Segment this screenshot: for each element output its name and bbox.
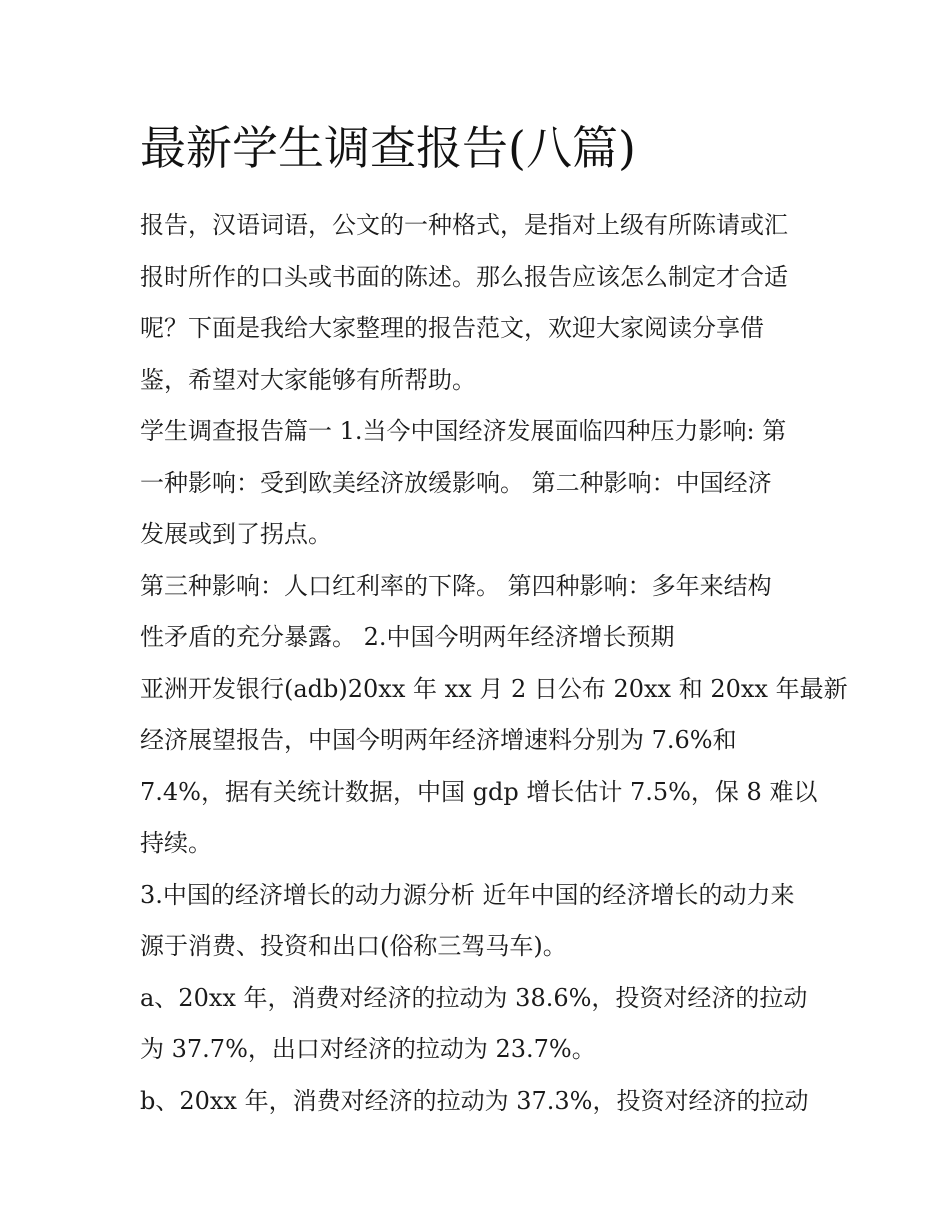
body-line: 亚洲开发银行(adb)20xx 年 xx 月 2 日公布 20xx 和 20xx 年最新 bbox=[140, 674, 848, 703]
document-title: 最新学生调查报告(八篇) bbox=[140, 121, 636, 175]
body-line: 发展或到了拐点。 bbox=[140, 520, 332, 548]
body-line: 报告，汉语词语，公文的一种格式，是指对上级有所陈请或汇 bbox=[140, 211, 788, 239]
body-line: 经济展望报告，中国今明两年经济增速料分别为 7.6%和 bbox=[140, 726, 737, 754]
body-line: 7.4%，据有关统计数据，中国 gdp 增长估计 7.5%，保 8 难以 bbox=[140, 777, 818, 806]
body-line: 呢？下面是我给大家整理的报告范文，欢迎大家阅读分享借 bbox=[140, 314, 764, 342]
body-line: 学生调查报告篇一 1.当今中国经济发展面临四种压力影响: 第 bbox=[140, 417, 787, 445]
body-line: 一种影响：受到欧美经济放缓影响。 第二种影响：中国经济 bbox=[140, 468, 772, 497]
body-line: 报时所作的口头或书面的陈述。那么报告应该怎么制定才合适 bbox=[140, 262, 788, 291]
body-line: 性矛盾的充分暴露。 2.中国今明两年经济增长预期 bbox=[140, 623, 675, 651]
body-line: 为 37.7%，出口对经济的拉动为 23.7%。 bbox=[140, 1035, 596, 1063]
body-line: 源于消费、投资和出口(俗称三驾马车)。 bbox=[140, 932, 567, 960]
body-line: 鉴，希望对大家能够有所帮助。 bbox=[140, 365, 476, 394]
body-line: a、20xx 年，消费对经济的拉动为 38.6%，投资对经济的拉动 bbox=[140, 983, 808, 1012]
body-line: 持续。 bbox=[140, 829, 212, 857]
body-line: 第三种影响：人口红利率的下降。 第四种影响：多年来结构 bbox=[140, 571, 772, 600]
document-body bbox=[140, 200, 848, 1127]
body-line: 3.中国的经济增长的动力源分析 近年中国的经济增长的动力来 bbox=[140, 880, 795, 909]
body-line: b、20xx 年，消费对经济的拉动为 37.3%，投资对经济的拉动 bbox=[140, 1086, 809, 1115]
